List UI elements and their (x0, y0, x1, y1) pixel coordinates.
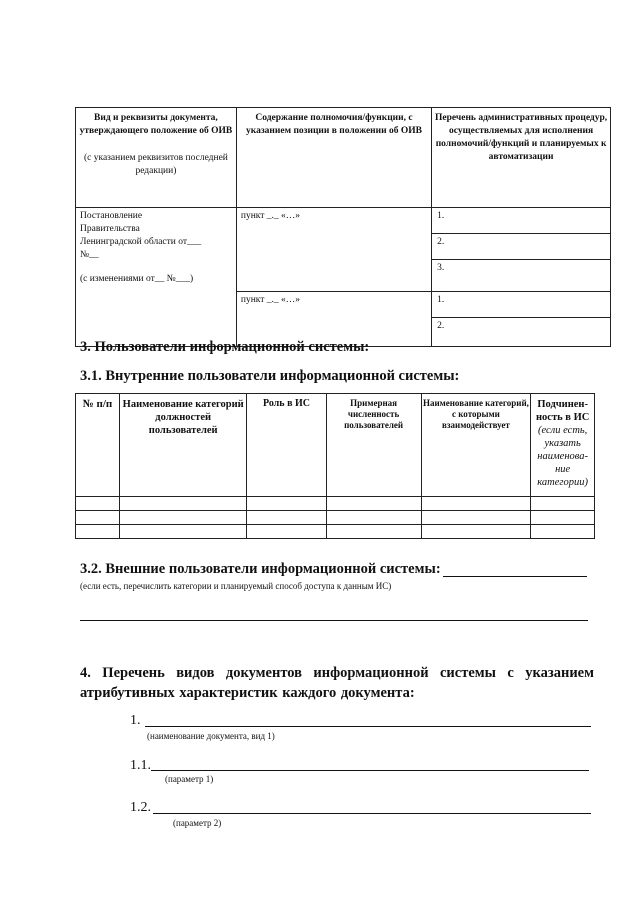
doc-line: Правительства (80, 224, 140, 234)
header-interaction: Наименование категорий, с которыми взаимодействует (421, 394, 531, 497)
section-3-2-note: (если есть, перечислить категории и планируемый способ доступа к данным ИС) (80, 581, 392, 591)
internal-users-table (75, 393, 595, 539)
procedure-item: 1. (432, 208, 610, 234)
doc-reference-cell (76, 208, 237, 347)
param-item-caption: (параметр 1) (165, 774, 214, 784)
doc-line: №__ (80, 250, 99, 260)
section-4-title: 4. Перечень видов документов информационной системы с указанием атрибутивных характеристик каждого документа: (80, 665, 594, 701)
header-count: Примерная численность пользователей (326, 394, 421, 497)
procedures-group-2 (432, 292, 611, 347)
param-item-label: 1.1. (130, 758, 151, 773)
punkt-cell: пункт _._ «…» (236, 292, 431, 347)
param-item-blank[interactable] (151, 770, 589, 771)
header-subordination-note: (если есть, указать наименова-ние категории) (537, 425, 589, 488)
doc-item-label: 1. (130, 713, 141, 728)
section-3-title: 3. Пользователи информационной системы: (80, 339, 370, 355)
procedure-item: 2. (432, 234, 610, 260)
procedure-item: 1. (432, 292, 610, 318)
procedures-group-1 (432, 208, 611, 292)
header-doc-type-text: Вид и реквизиты документа, утверждающего положение об ОИВ (79, 113, 233, 136)
doc-line: Ленинградской области от___ (80, 237, 202, 247)
header-num: № п/п (76, 394, 120, 497)
punkt-cell: пункт _._ «…» (236, 208, 431, 292)
procedure-item: 3. (437, 263, 445, 273)
section-3-2-title: 3.2. Внешние пользователи информационной системы: (80, 561, 441, 577)
header-doc-type (76, 108, 237, 208)
header-procedures: Перечень административных процедур, осуществляемых для исполнения полномочий/функций и планируемых к автоматизации (432, 108, 611, 208)
param-item-blank[interactable] (153, 813, 591, 814)
external-users-blank-2[interactable] (80, 620, 588, 621)
doc-item-blank[interactable] (145, 726, 591, 727)
header-role: Роль в ИС (247, 394, 326, 497)
table-row (76, 497, 595, 511)
header-category-name: Наименование категорий должностей пользователей (120, 394, 247, 497)
table-row (76, 511, 595, 525)
table-row (76, 525, 595, 539)
procedure-item: 2. (437, 321, 445, 331)
param-item-label: 1.2. (130, 800, 151, 815)
doc-line: Постановление (80, 211, 143, 221)
doc-item-caption: (наименование документа, вид 1) (147, 731, 275, 741)
section-3-1-title: 3.1. Внутренние пользователи информационной системы: (80, 368, 460, 384)
doc-line: (с изменениями от__ №___) (80, 274, 194, 284)
param-item-caption: (параметр 2) (173, 818, 222, 828)
external-users-blank[interactable] (443, 576, 587, 577)
header-doc-type-note: (с указанием реквизитов последней редакции) (83, 153, 228, 176)
header-subordination (531, 394, 595, 497)
header-function: Содержание полномочия/функции, с указанием позиции в положении об ОИВ (236, 108, 431, 208)
authority-table (75, 107, 611, 347)
header-subordination-bold: Подчинен-ность в ИС (535, 399, 590, 423)
